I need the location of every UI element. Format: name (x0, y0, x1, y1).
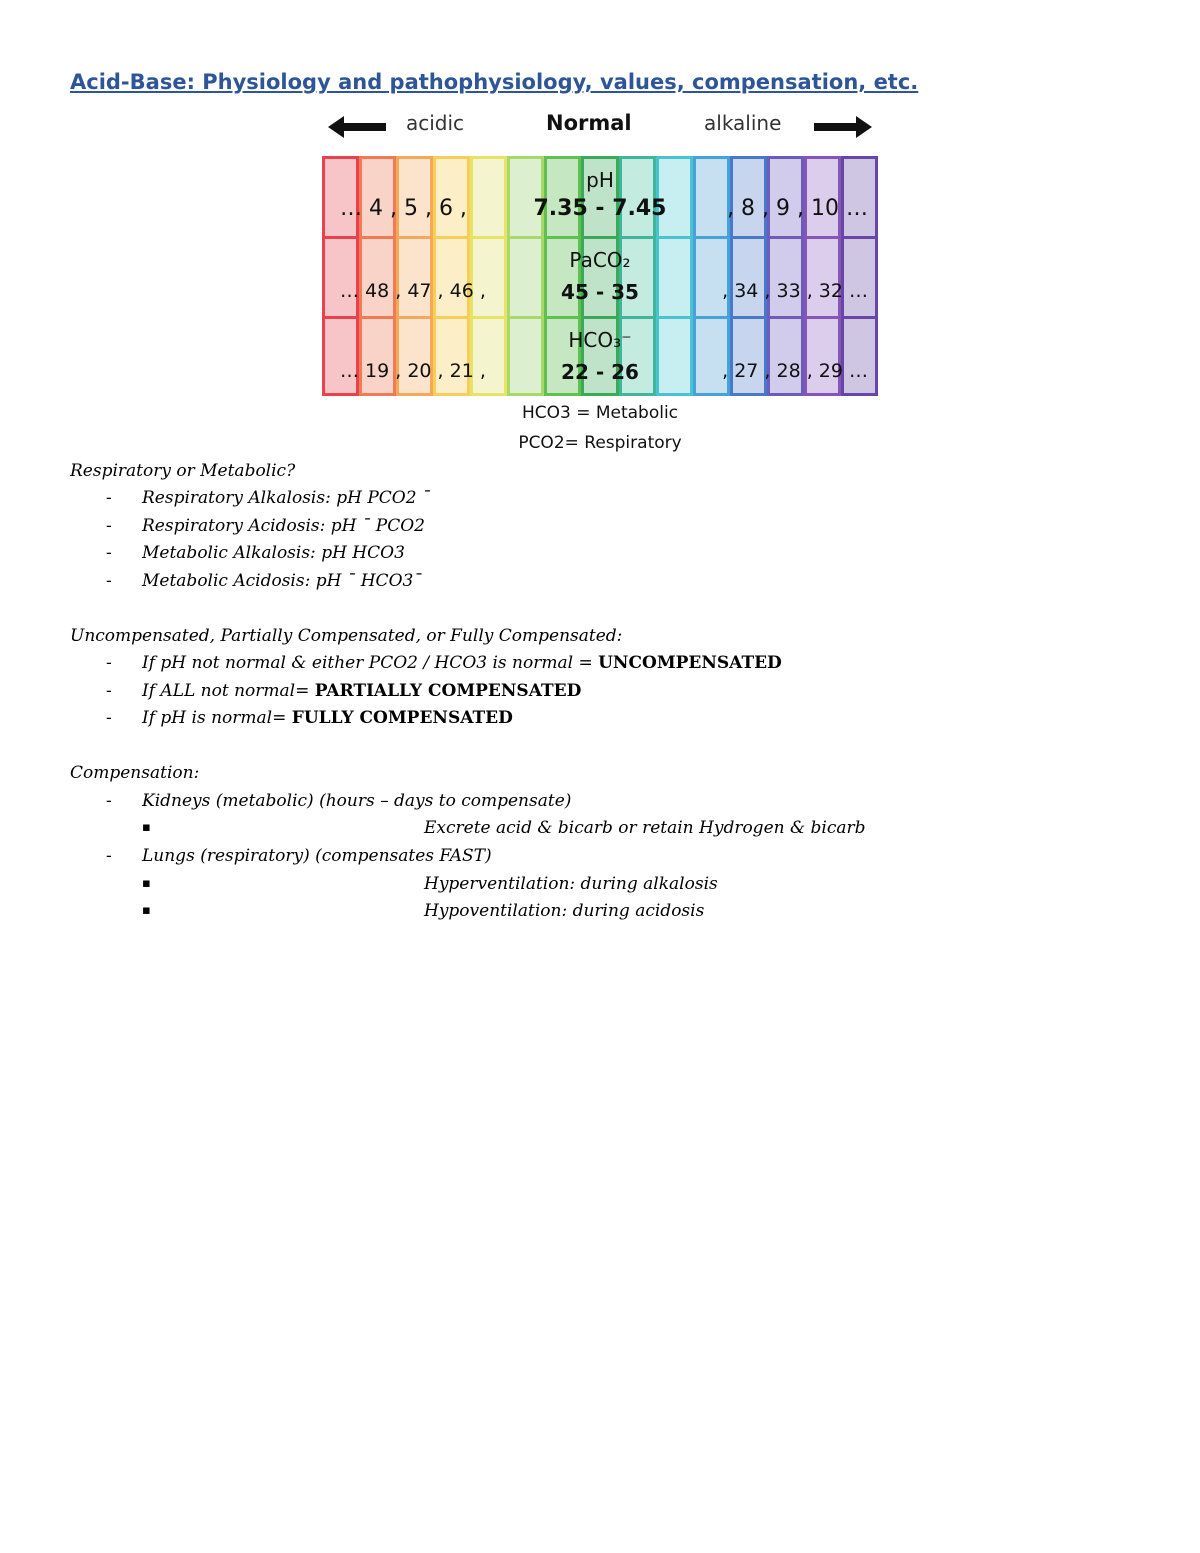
ph-row (322, 156, 878, 236)
scale-header (322, 108, 878, 144)
ph-normal-range: 7.35 - 7.45 (533, 196, 667, 221)
ph-acidic-values: … 4 , 5 , 6 , (340, 196, 467, 221)
condition-text: If ALL not normal= (142, 681, 315, 701)
hco3-normal-range: 22 - 26 (561, 360, 639, 384)
status-label: FULLY COMPENSATED (291, 708, 513, 728)
list-item-text: Lungs (respiratory) (compensates FAST) (142, 846, 492, 866)
square-bullet-icon: ▪ (142, 903, 151, 918)
list-item-text: Metabolic Alkalosis: pH HCO3 (142, 543, 405, 563)
hco3-acidic-values: … 19 , 20 , 21 , (340, 360, 486, 382)
list-item-text: Respiratory Acidosis: pH ¯ PCO2 (142, 516, 425, 536)
list-item-text: Respiratory Alkalosis: pH PCO2 ¯ (142, 488, 431, 508)
list-item-text: Hyperventilation: during alkalosis (424, 874, 718, 894)
section-compensation-heading: Compensation: (70, 763, 200, 783)
list-item-text: Metabolic Acidosis: pH ¯ HCO3¯ (142, 571, 422, 591)
dash-marker: - (106, 791, 112, 811)
condition-text: If pH is normal= (142, 708, 292, 728)
status-label: UNCOMPENSATED (598, 653, 782, 673)
ph-label: pH (586, 168, 614, 192)
legend-metabolic: HCO3 = Metabolic (521, 403, 679, 423)
paco2-alkaline-values: , 34 , 33 , 32 … (722, 280, 868, 302)
ph-scale-figure (322, 108, 878, 398)
dash-marker: - (106, 708, 112, 728)
paco2-acidic-values: … 48 , 47 , 46 , (340, 280, 486, 302)
dash-marker: - (106, 846, 112, 866)
paco2-label: PaCO₂ (569, 248, 631, 272)
section-compensation-type-heading: Uncompensated, Partially Compensated, or Fully Compensated: (70, 626, 623, 646)
dash-marker: - (106, 488, 112, 508)
dash-marker: - (106, 653, 112, 673)
dash-marker: - (106, 681, 112, 701)
alkaline-label: alkaline (704, 111, 782, 135)
paco2-normal-range: 45 - 35 (561, 280, 639, 304)
condition-text: If pH not normal & either PCO2 / HCO3 is normal = (142, 653, 599, 673)
section-resp-or-metabolic-heading: Respiratory or Metabolic? (70, 461, 296, 481)
list-item-text (142, 681, 581, 701)
dash-marker: - (106, 543, 112, 563)
hco3-alkaline-values: , 27 , 28 , 29 … (722, 360, 868, 382)
list-item-text: Hypoventilation: during acidosis (424, 901, 705, 921)
square-bullet-icon: ▪ (142, 820, 151, 835)
paco2-row (322, 236, 878, 316)
arrow-right-icon (814, 116, 872, 138)
hco3-row (322, 316, 878, 396)
list-item-text (142, 653, 782, 673)
scale-rows (322, 156, 878, 396)
dash-marker: - (106, 571, 112, 591)
ph-alkaline-values: , 8 , 9 , 10 … (727, 196, 868, 221)
list-item-text: Excrete acid & bicarb or retain Hydrogen & bicarb (424, 818, 866, 838)
square-bullet-icon: ▪ (142, 876, 151, 891)
acidic-label: acidic (406, 111, 465, 135)
arrow-left-icon (328, 116, 386, 138)
list-item-text (142, 708, 513, 728)
list-item-text: Kidneys (metabolic) (hours – days to compensate) (142, 791, 572, 811)
page-title: Acid-Base: Physiology and pathophysiology, values, compensation, etc. (70, 70, 919, 94)
hco3-label: HCO₃⁻ (568, 328, 632, 352)
status-label: PARTIALLY COMPENSATED (314, 681, 582, 701)
legend-respiratory: PCO2= Respiratory (518, 433, 682, 453)
dash-marker: - (106, 516, 112, 536)
normal-label: Normal (546, 111, 632, 135)
